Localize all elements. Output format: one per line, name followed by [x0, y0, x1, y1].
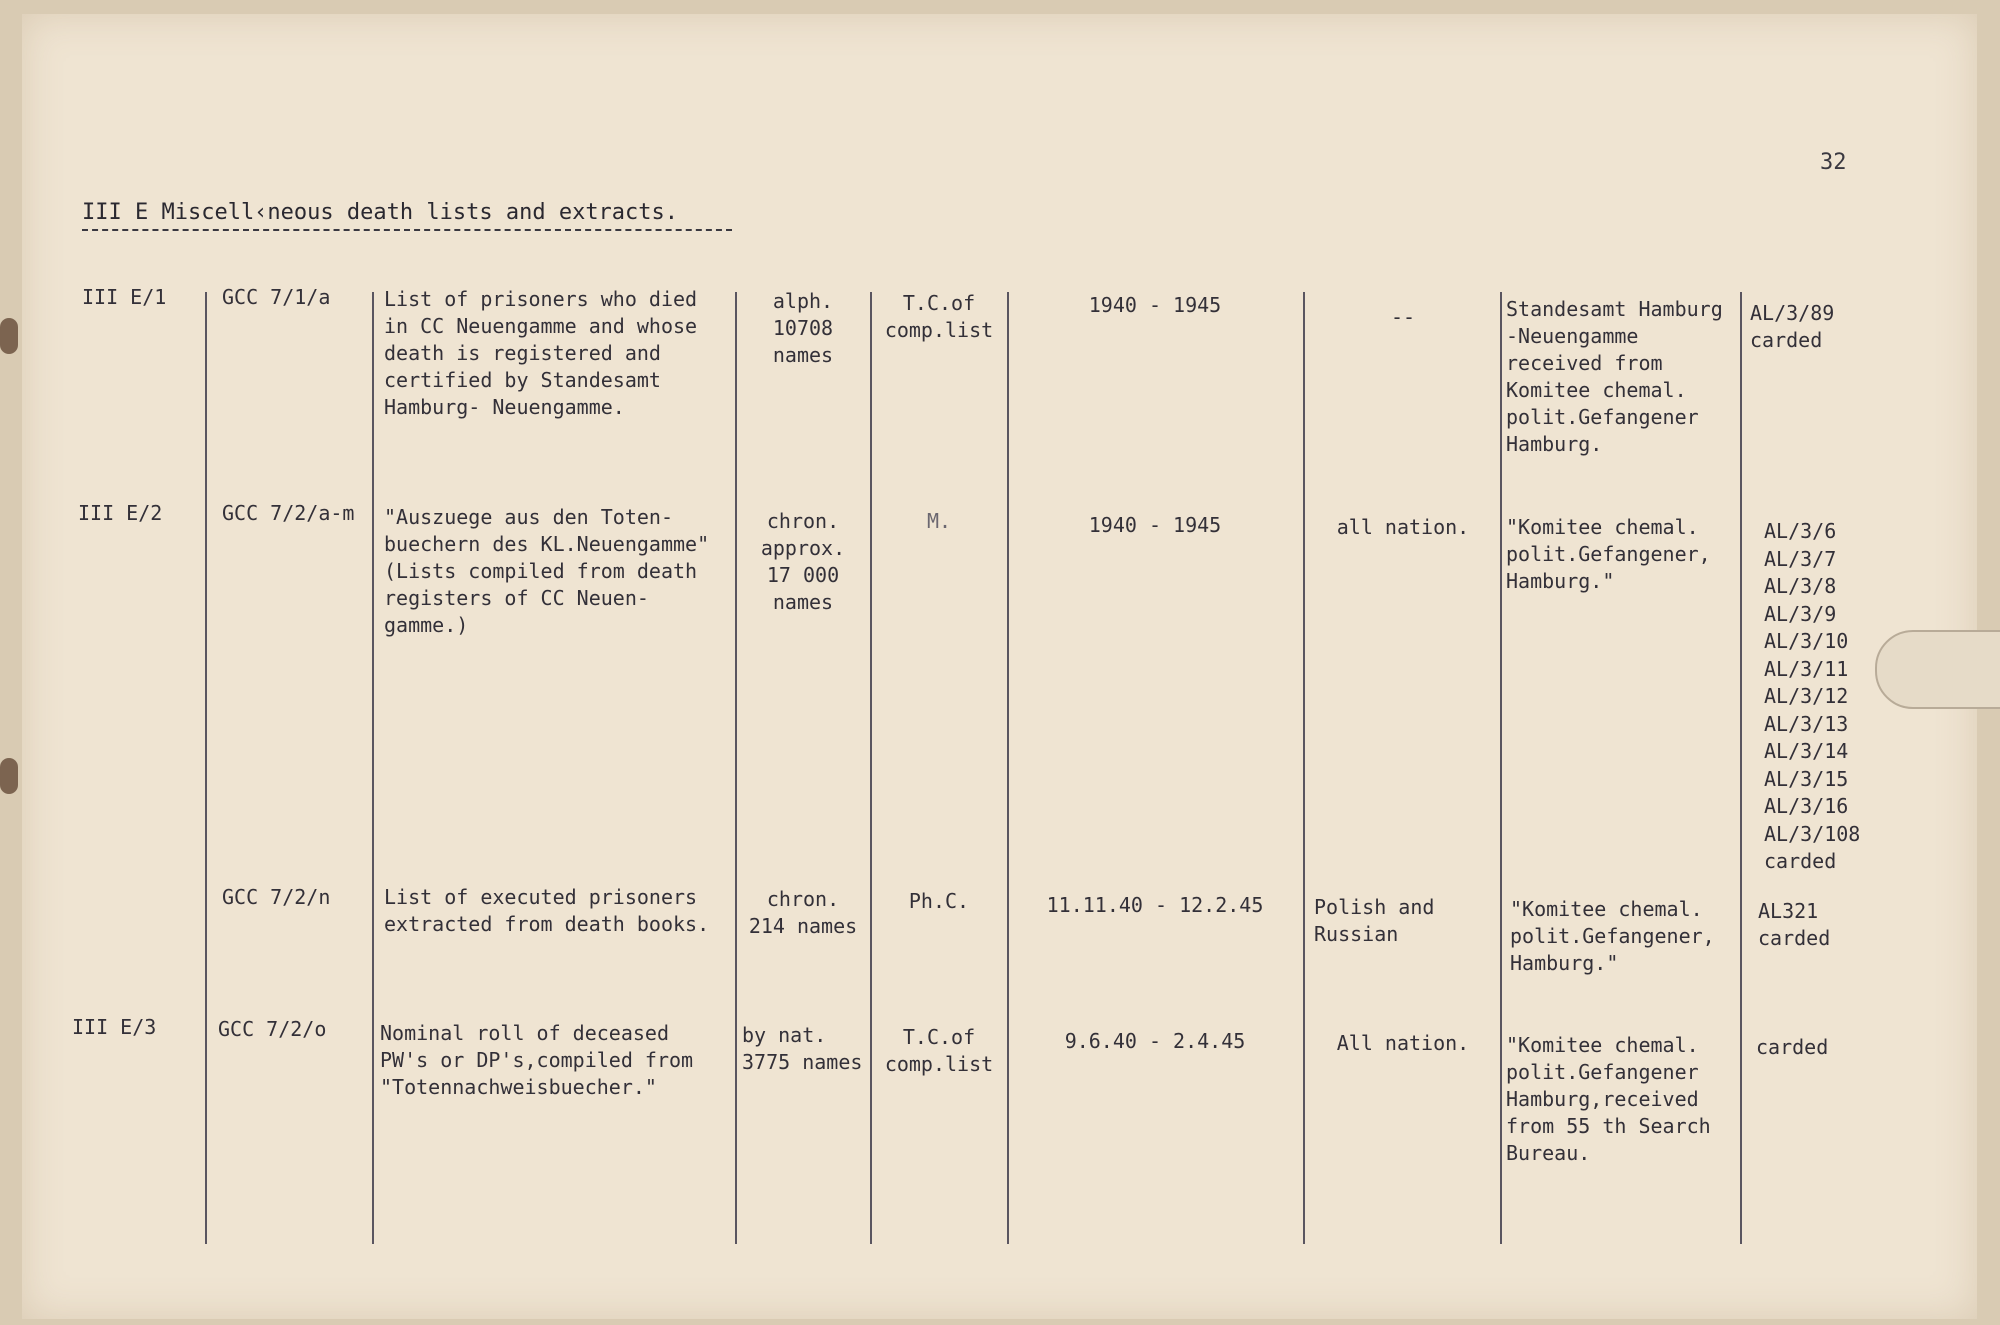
column-divider: [372, 292, 374, 1244]
section-heading: III E Miscell‹neous death lists and extracts.: [82, 200, 732, 231]
column-divider: [1303, 292, 1305, 1244]
column-divider: [1740, 292, 1742, 1244]
row-reference: AL/3/6 AL/3/7 AL/3/8 AL/3/9 AL/3/10 AL/3/11 AL/3/12 AL/3/13 AL/3/14 AL/3/15 AL/3/16 AL/3/108 carded: [1764, 519, 1861, 873]
row-arrangement: by nat. 3775 names: [742, 1023, 863, 1074]
row-source: "Komitee chemal. polit.Gefangener, Hamburg.": [1510, 897, 1715, 975]
row-nationality: all nation.: [1336, 515, 1470, 539]
row-period: 11.11.40 - 12.2.45: [1046, 893, 1264, 917]
column-divider: [1500, 292, 1502, 1244]
row-source: Standesamt Hamburg -Neuengamme received from Komitee chemal. polit.Gefangener Hamburg.: [1506, 297, 1723, 456]
row-type: T.C.of comp.list: [884, 1025, 994, 1076]
row-arrangement: chron. approx. 17 000 names: [760, 509, 846, 614]
row-arrangement: alph. 10708 names: [772, 289, 834, 367]
row-arrangement: chron. 214 names: [748, 887, 858, 938]
row-period: 1940 - 1945: [1088, 293, 1222, 317]
column-divider: [1007, 292, 1009, 1244]
column-divider: [205, 292, 207, 1244]
binding-hole: [0, 758, 18, 794]
row-code: GCC 7/2/n: [222, 885, 331, 909]
row-type: T.C.of comp.list: [884, 291, 994, 342]
column-divider: [870, 292, 872, 1244]
row-code: GCC 7/2/o: [218, 1017, 327, 1041]
row-ref: III E/2: [78, 501, 163, 525]
row-type: M.: [926, 509, 952, 533]
row-nationality: --: [1390, 305, 1416, 329]
row-source: "Komitee chemal. polit.Gefangener, Hamburg.": [1506, 515, 1711, 593]
row-description: List of executed prisoners extracted from death books.: [384, 885, 710, 936]
row-nationality: Polish and Russian: [1314, 895, 1435, 946]
row-reference: AL321 carded: [1758, 899, 1831, 950]
row-source: "Komitee chemal. polit.Gefangener Hamburg,received from 55 th Search Bureau.: [1506, 1033, 1711, 1165]
row-type: Ph.C.: [908, 889, 970, 913]
binding-hole: [0, 318, 18, 354]
row-code: GCC 7/1/a: [222, 285, 331, 309]
row-ref: III E/3: [72, 1015, 157, 1039]
row-period: 1940 - 1945: [1088, 513, 1222, 537]
row-description: List of prisoners who died in CC Neuengamme and whose death is registered and certified by Standesamt Hamburg- Neuengamme.: [384, 287, 698, 419]
row-nationality: All nation.: [1336, 1031, 1470, 1055]
page-number: 32: [1820, 150, 1847, 175]
row-period: 9.6.40 - 2.4.45: [1064, 1029, 1246, 1053]
row-description: Nominal roll of deceased PW's or DP's,compiled from "Totennachweisbuecher.": [380, 1021, 694, 1099]
row-reference: AL/3/89 carded: [1750, 301, 1835, 352]
row-description: "Auszuege aus den Toten- buechern des KL.Neuengamme" (Lists compiled from death registers of CC Neuen- gamme.): [384, 505, 710, 637]
row-code: GCC 7/2/a-m: [222, 501, 355, 525]
row-ref: III E/1: [82, 285, 167, 309]
row-reference: carded: [1756, 1035, 1829, 1059]
column-divider: [735, 292, 737, 1244]
